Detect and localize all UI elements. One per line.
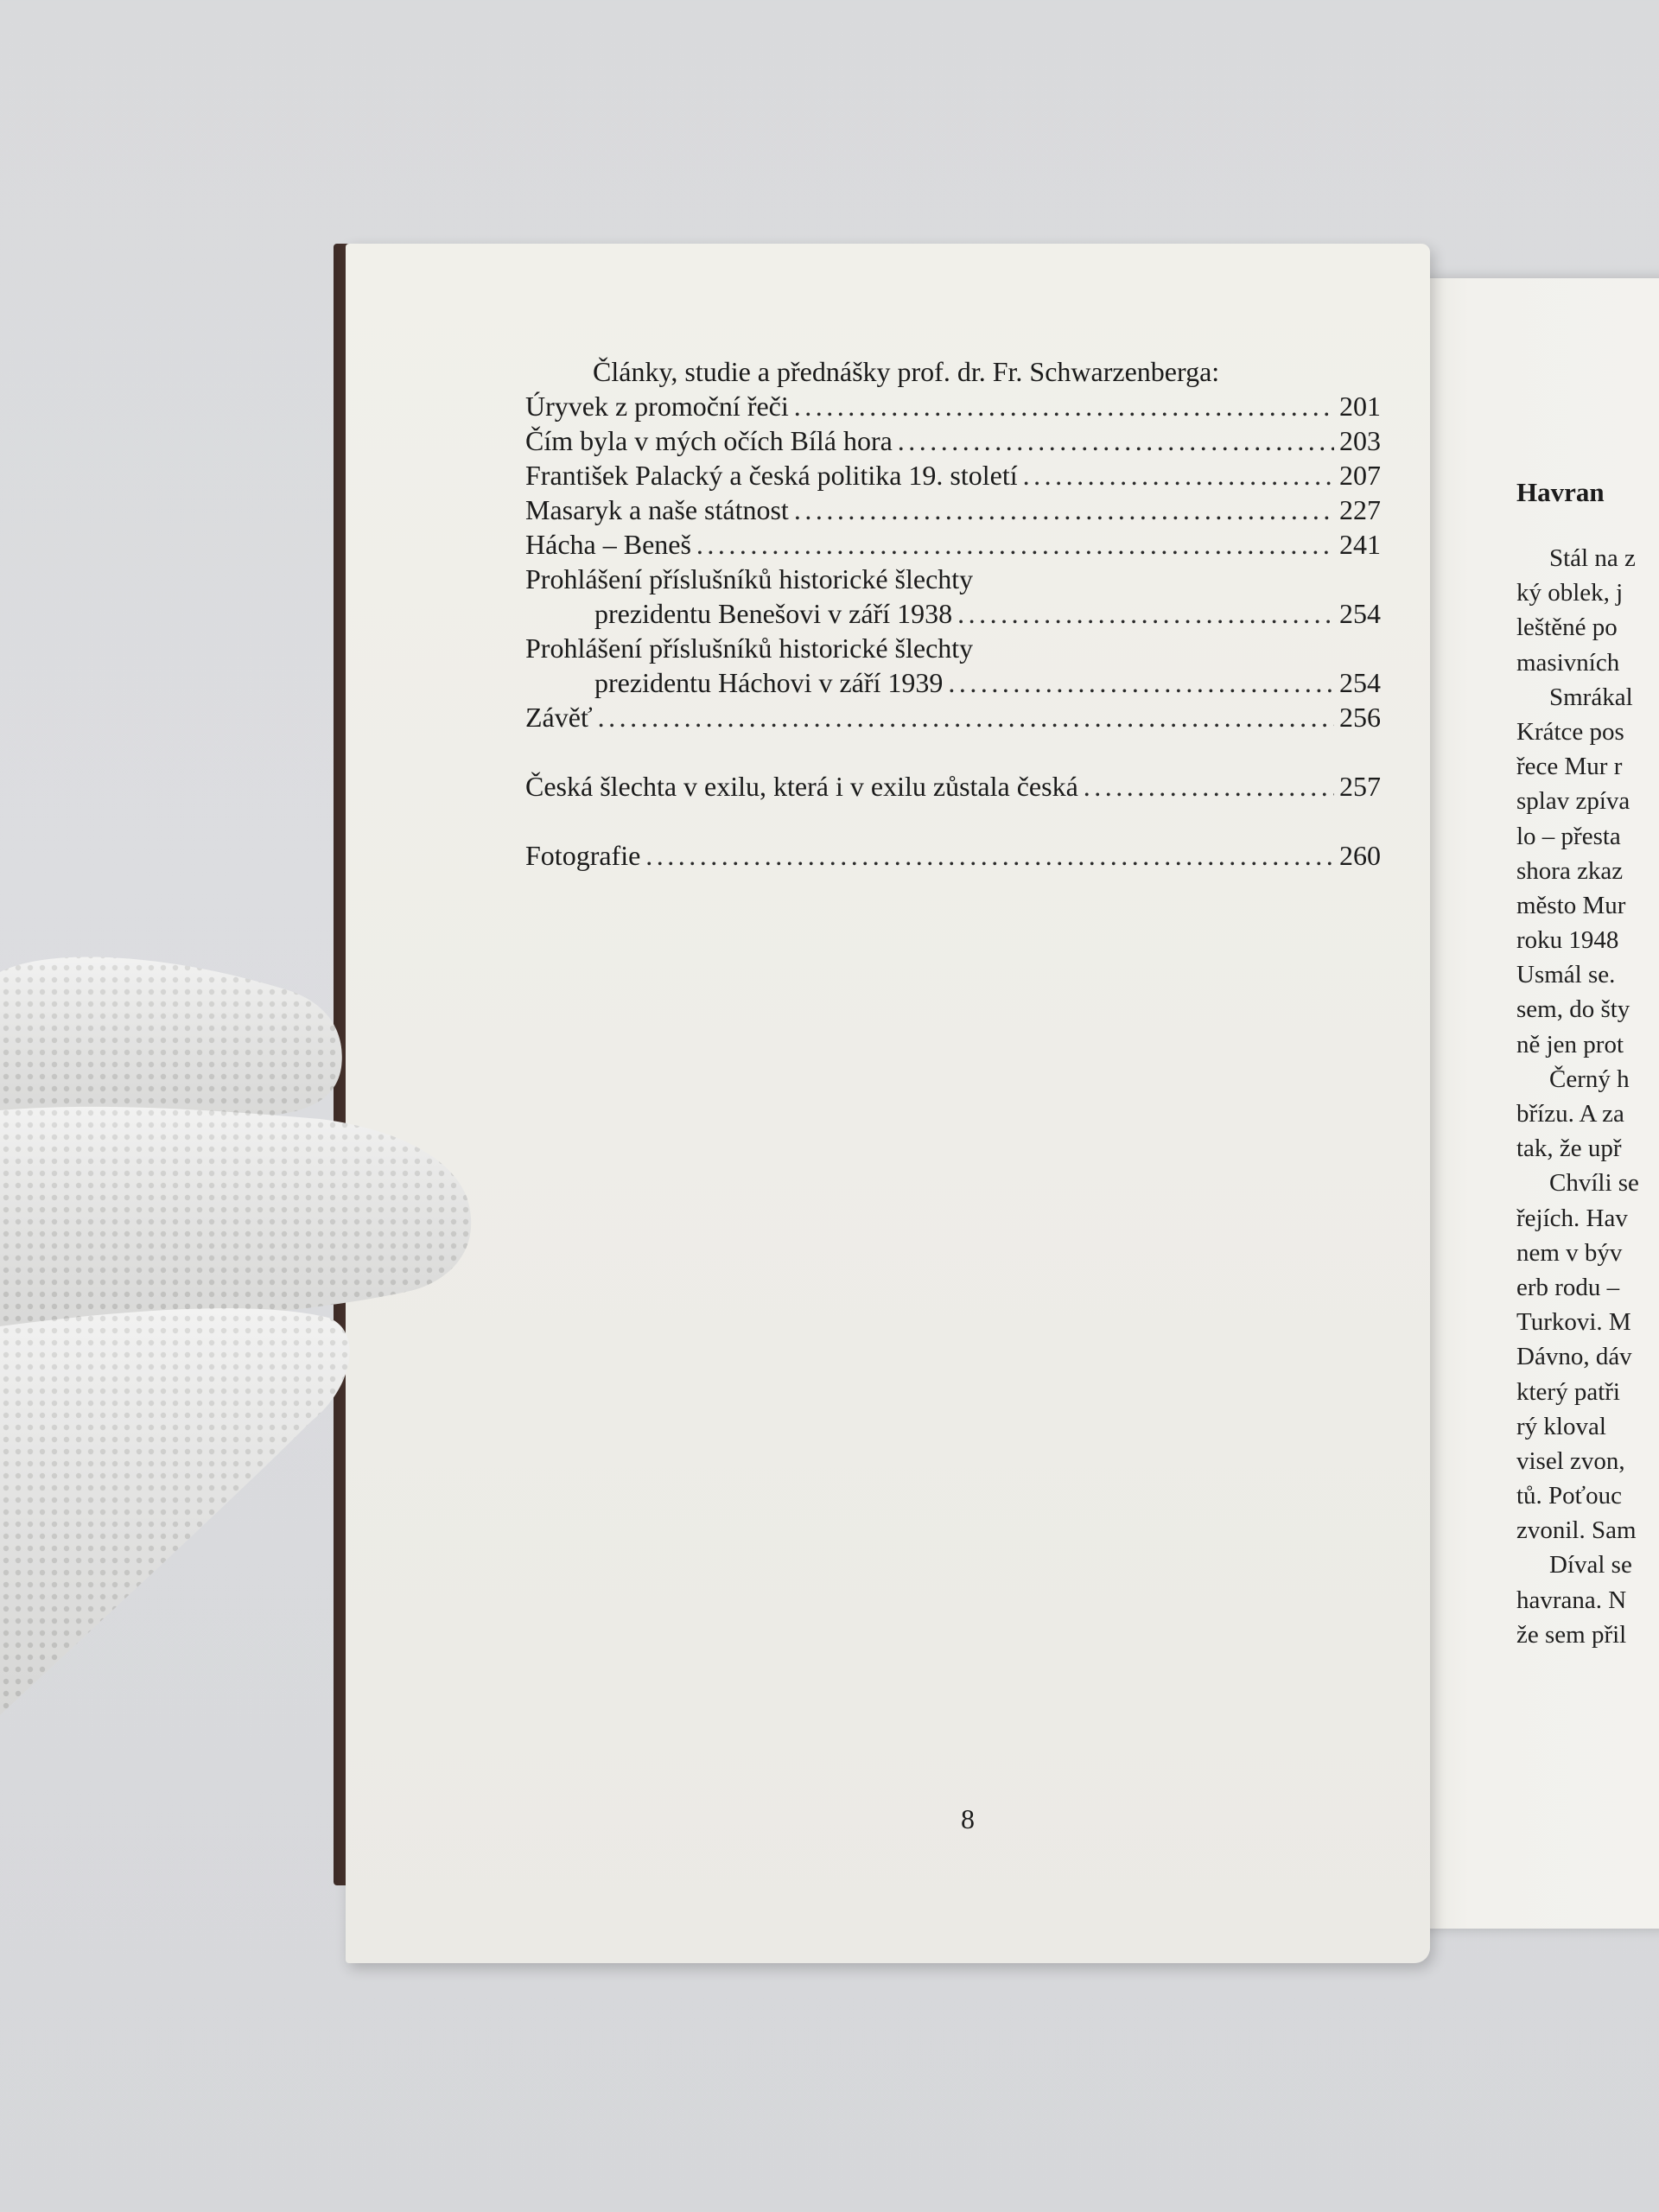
text-line: Usmál se. [1516, 961, 1616, 989]
toc-entry-title: Úryvek z promoční řeči [525, 391, 789, 422]
toc-entry-title: Čím byla v mých očích Bílá hora [525, 425, 893, 456]
text-line: roku 1948 [1516, 926, 1619, 955]
toc-entry [525, 527, 1381, 562]
toc-entry [525, 665, 1381, 700]
text-line: Stál na z [1549, 544, 1636, 572]
text-line: erb rodu – [1516, 1273, 1620, 1301]
text-line: leštěné po [1516, 613, 1618, 642]
blank-line [525, 804, 1381, 838]
text-line: řejích. Hav [1516, 1204, 1628, 1232]
right-page-text [1516, 544, 1639, 1656]
white-glove [0, 938, 484, 1715]
text-line: Dávno, dáv [1516, 1343, 1632, 1371]
toc-entry-title: Závěť [525, 702, 593, 733]
toc-entry-title: Masaryk a naše státnost [525, 494, 789, 525]
text-line: tak, že upř [1516, 1135, 1622, 1163]
leader-dots [794, 493, 1334, 527]
text-line: Krátce pos [1516, 717, 1624, 746]
text-line: že sem přil [1516, 1620, 1627, 1649]
toc-entry-page: 207 [1339, 460, 1381, 491]
text-line: zvonil. Sam [1516, 1516, 1637, 1545]
toc-entry [525, 700, 1381, 734]
text-line: sem, do šty [1516, 995, 1630, 1024]
text-line: ně jen prot [1516, 1030, 1624, 1058]
toc-entry-page: 203 [1339, 425, 1381, 456]
right-page [1417, 278, 1659, 1929]
toc-entry-page: 256 [1339, 702, 1381, 733]
text-line: lo – přesta [1516, 822, 1621, 850]
text-line: rý kloval [1516, 1412, 1606, 1440]
text-line: splav zpíva [1516, 787, 1630, 816]
text-line: nem v býv [1516, 1238, 1623, 1267]
chapter-heading: Havran [1516, 477, 1605, 507]
text-line: Díval se [1549, 1551, 1632, 1580]
toc-entry-page: 201 [1339, 391, 1381, 422]
text-line: břízu. A za [1516, 1100, 1624, 1128]
toc-entry-title: Česká šlechta v exilu, která i v exilu zůstala česká [525, 771, 1078, 802]
toc-entry-page: 227 [1339, 494, 1381, 525]
text-line: město Mur [1516, 891, 1626, 919]
toc-entry-page: 254 [1339, 667, 1381, 698]
toc-entry-page: 260 [1339, 840, 1381, 871]
toc-entry [525, 769, 1381, 804]
toc-entry-page: 241 [1339, 529, 1381, 560]
toc-entry [525, 389, 1381, 423]
text-line: havrana. N [1516, 1586, 1627, 1614]
toc-entry-page: 257 [1339, 771, 1381, 802]
toc-entry-title: Prohlášení příslušníků historické šlechty [525, 632, 974, 664]
text-line: Smrákal [1549, 683, 1633, 711]
leader-dots [794, 389, 1334, 423]
toc-entry-page: 254 [1339, 598, 1381, 629]
toc-section-header: Články, studie a přednášky prof. dr. Fr. Schwarzenberga: [593, 356, 1220, 387]
text-line: masivních [1516, 648, 1620, 677]
text-line: který patři [1516, 1377, 1620, 1406]
table-of-contents [525, 354, 1381, 873]
text-line: visel zvon, [1516, 1446, 1625, 1475]
text-line: Černý h [1549, 1065, 1630, 1093]
text-line: řece Mur r [1516, 753, 1623, 781]
leader-dots [1023, 458, 1334, 493]
text-line: ký oblek, j [1516, 579, 1624, 607]
toc-entry [525, 838, 1381, 873]
toc-entry-title: Fotografie [525, 840, 641, 871]
toc-entry-subtitle: prezidentu Benešovi v září 1938 [594, 598, 953, 629]
blank-line [525, 734, 1381, 769]
page-number: 8 [961, 1803, 975, 1834]
leader-dots [598, 700, 1334, 734]
text-line: Turkovi. M [1516, 1308, 1631, 1337]
toc-entry-subtitle: prezidentu Háchovi v září 1939 [594, 667, 944, 698]
toc-entry-title: Prohlášení příslušníků historické šlechty [525, 563, 974, 594]
toc-entry [525, 596, 1381, 631]
toc-entry-title: František Palacký a česká politika 19. století [525, 460, 1018, 491]
text-line: shora zkaz [1516, 856, 1624, 885]
leader-dots [696, 527, 1334, 562]
leader-dots [957, 596, 1334, 631]
toc-entry-title: Hácha – Beneš [525, 529, 691, 560]
leader-dots [948, 665, 1334, 700]
toc-entry [525, 458, 1381, 493]
text-line: Chvíli se [1549, 1169, 1639, 1198]
leader-dots [1084, 769, 1334, 804]
text-line: tů. Poťouc [1516, 1482, 1622, 1510]
toc-entry [525, 493, 1381, 527]
leader-dots [645, 838, 1334, 873]
leader-dots [898, 423, 1334, 458]
toc-entry [525, 423, 1381, 458]
